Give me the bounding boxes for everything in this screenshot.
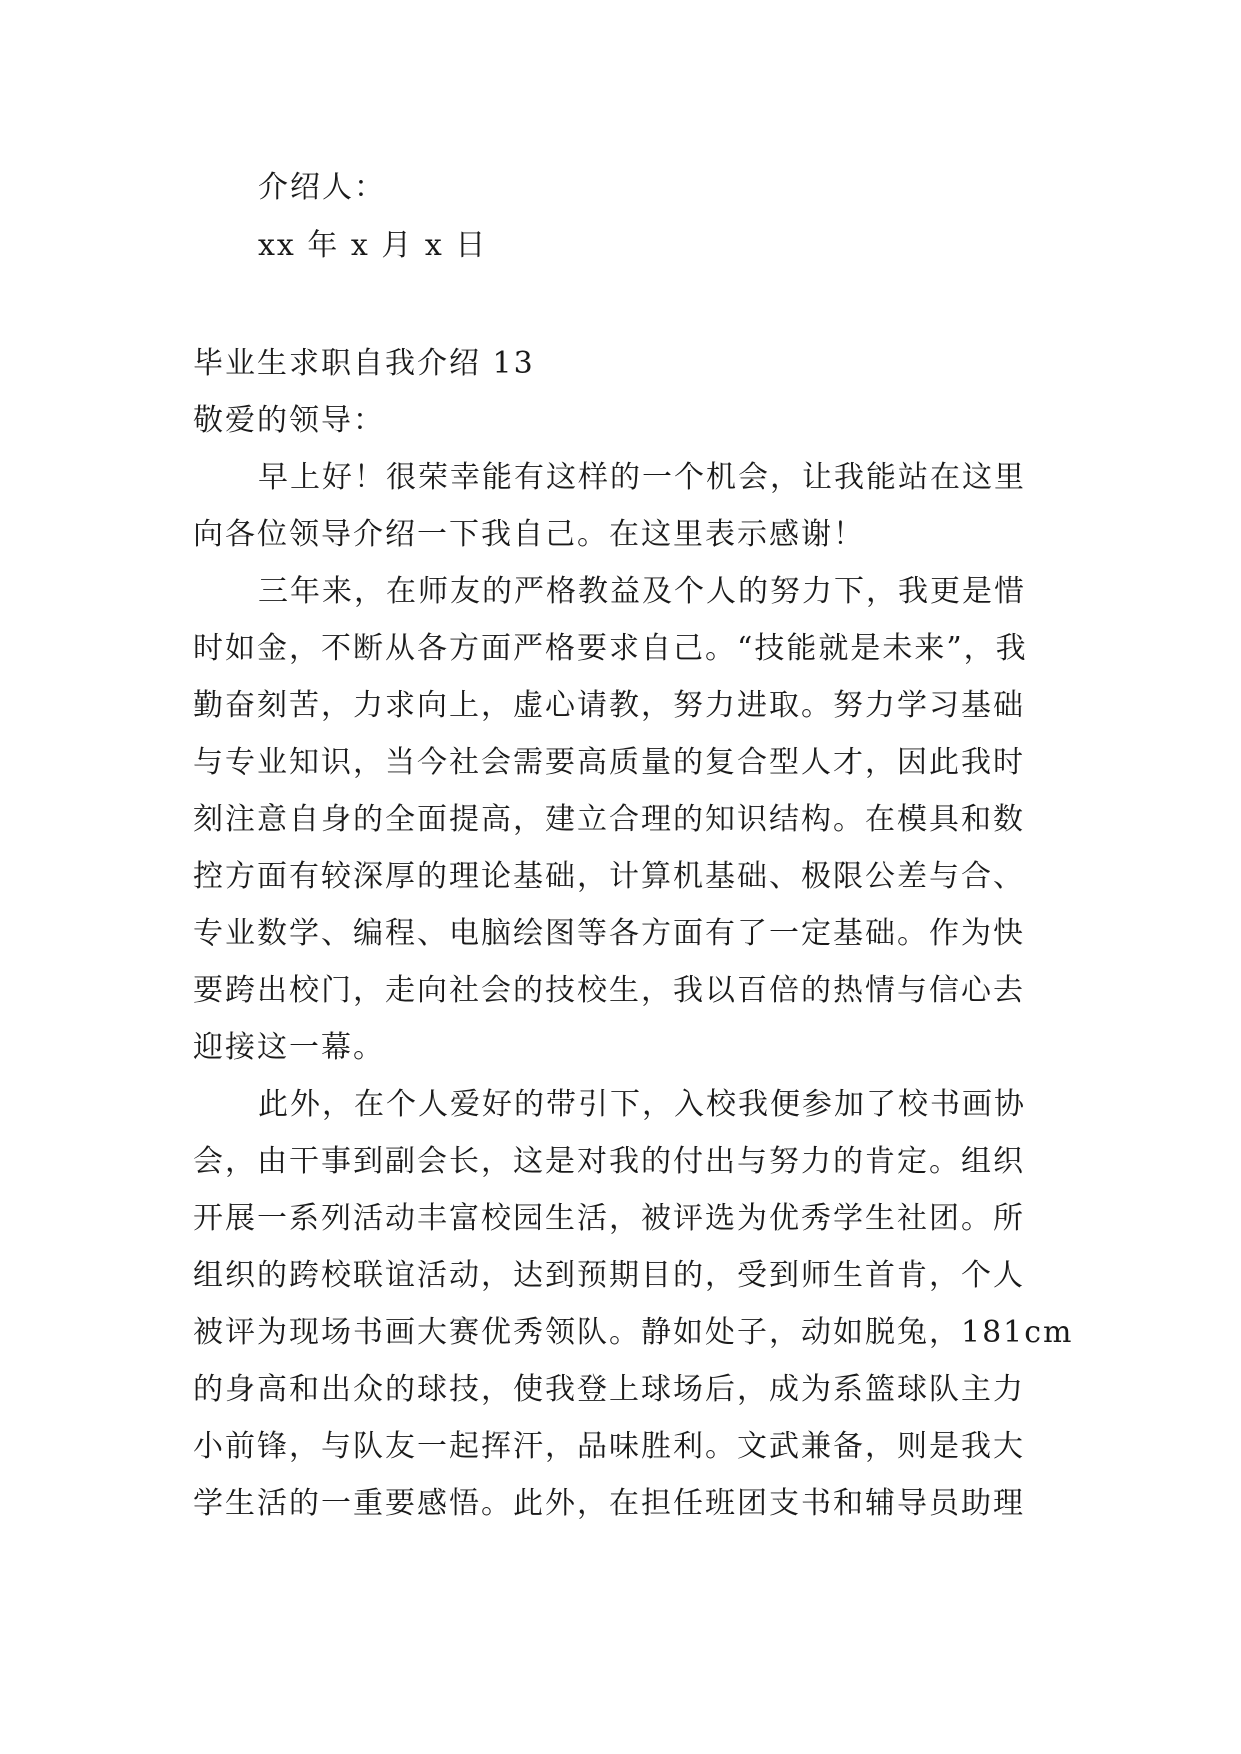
- paragraph-line: 迎接这一幕。: [193, 1030, 385, 1065]
- paragraph-line: 会，由干事到副会长，这是对我的付出与努力的肯定。组织: [193, 1144, 1025, 1179]
- paragraph-line: 向各位领导介绍一下我自己。在这里表示感谢！: [193, 517, 865, 552]
- paragraph-line: 控方面有较深厚的理论基础，计算机基础、极限公差与合、: [193, 859, 1025, 894]
- paragraph-line: 刻注意自身的全面提高，建立合理的知识结构。在模具和数: [193, 802, 1025, 837]
- letter-title: 毕业生求职自我介绍 13: [193, 346, 535, 381]
- paragraph-line: 要跨出校门，走向社会的技校生，我以百倍的热情与信心去: [193, 973, 1025, 1008]
- paragraph-line: 小前锋，与队友一起挥汗，品味胜利。文武兼备，则是我大: [193, 1429, 1025, 1464]
- paragraph-line: 与专业知识，当今社会需要高质量的复合型人才，因此我时: [193, 745, 1025, 780]
- paragraph-line: 被评为现场书画大赛优秀领队。静如处子，动如脱兔，181cm: [193, 1315, 1074, 1350]
- paragraph-line: 时如金，不断从各方面严格要求自己。“技能就是未来”，我: [193, 631, 1028, 666]
- paragraph-line: 勤奋刻苦，力求向上，虚心请教，努力进取。努力学习基础: [193, 688, 1025, 723]
- paragraph-line: 开展一系列活动丰富校园生活，被评选为优秀学生社团。所: [193, 1201, 1025, 1236]
- paragraph-line: 三年来，在师友的严格教益及个人的努力下，我更是惜: [258, 574, 1026, 609]
- paragraph-line: 的身高和出众的球技，使我登上球场后，成为系篮球队主力: [193, 1372, 1025, 1407]
- paragraph-line: 此外，在个人爱好的带引下，入校我便参加了校书画协: [258, 1087, 1026, 1122]
- salutation: 敬爱的领导：: [193, 403, 385, 438]
- paragraph-line: 早上好！很荣幸能有这样的一个机会，让我能站在这里: [258, 460, 1026, 495]
- paragraph-line: 学生活的一重要感悟。此外，在担任班团支书和辅导员助理: [193, 1486, 1025, 1521]
- paragraph-line: 专业数学、编程、电脑绘图等各方面有了一定基础。作为快: [193, 916, 1025, 951]
- signature-date: xx 年 x 月 x 日: [258, 228, 488, 263]
- introducer-label: 介绍人：: [258, 170, 386, 205]
- paragraph-line: 组织的跨校联谊活动，达到预期目的，受到师生首肯，个人: [193, 1258, 1025, 1293]
